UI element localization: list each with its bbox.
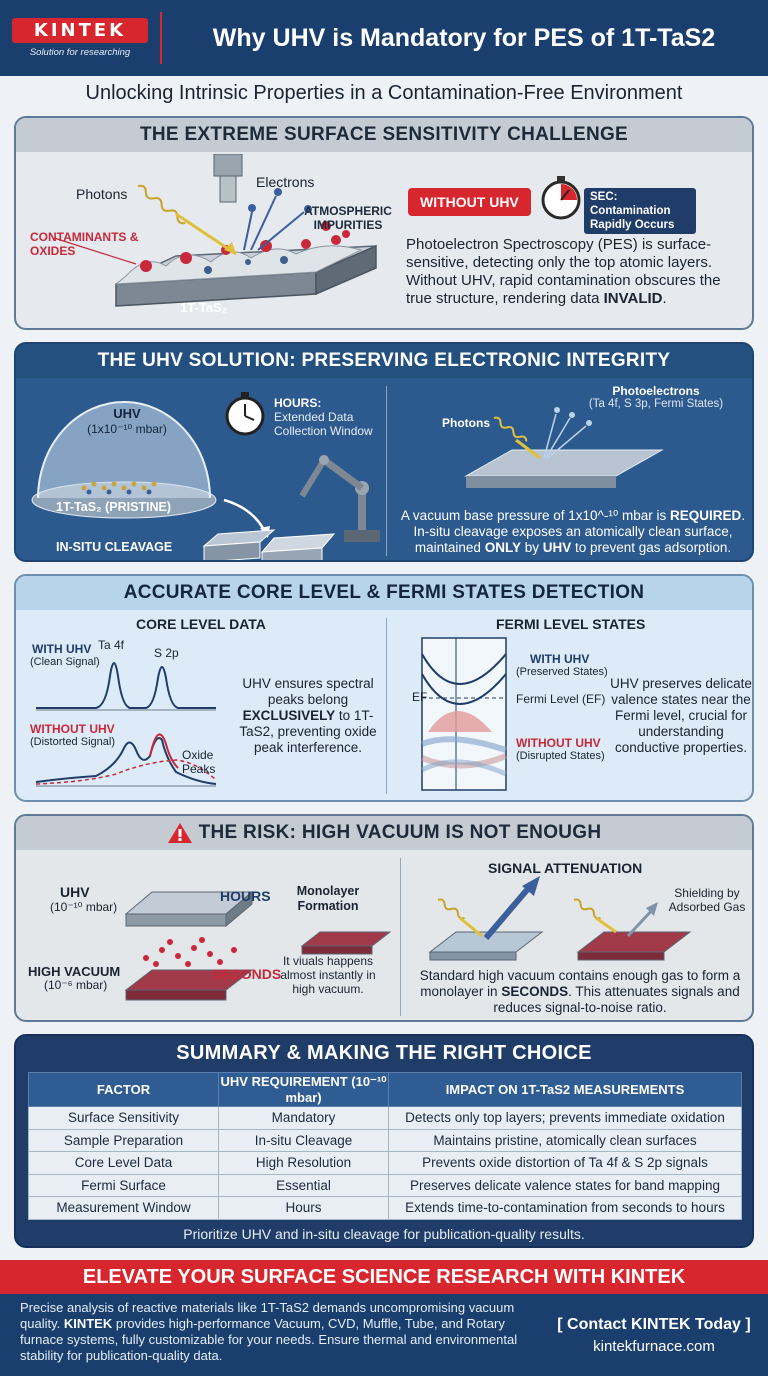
cell-factor: Sample Preparation: [29, 1129, 219, 1152]
table-row: [29, 1107, 742, 1130]
uhv-text-4: to prevent gas adsorption.: [571, 540, 732, 555]
fermi-description: UHV preserves delicate valence states near the Fermi level, crucial for understanding conductive properties.: [610, 676, 752, 755]
sample-label: 1T-TaS₂: [180, 300, 228, 315]
risk-heading: THE RISK: HIGH VACUUM IS NOT ENOUGH: [198, 822, 602, 843]
header-banner: [0, 0, 768, 76]
panel-heading: [16, 816, 752, 850]
col-uhv-requirement: UHV REQUIREMENT (10⁻¹⁰ mbar): [219, 1073, 389, 1107]
core-text-1: UHV ensures spectral peaks belong: [242, 676, 374, 707]
logo-wordmark: KINTEK: [12, 18, 148, 43]
seconds-label: SECONDS: [212, 966, 282, 982]
with-uhv-label: WITH UHV: [32, 642, 92, 656]
page-subtitle: Unlocking Intrinsic Properties in a Contamination-Free Environment: [85, 82, 683, 104]
panel-divider: [400, 858, 401, 1016]
table-row: [29, 1152, 742, 1175]
page-title: Why UHV is Mandatory for PES of 1T-TaS2: [212, 23, 716, 52]
oxide-peaks-label: Oxide Peaks: [182, 748, 216, 776]
risk-text-2: . This attenuates signals and reduces signal-to-noise ratio.: [493, 984, 740, 1015]
cell-impact: Preserves delicate valence states for band mapping: [389, 1174, 742, 1197]
clean-signal-label: (Clean Signal): [30, 656, 100, 668]
dome-label: UHV: [113, 406, 141, 421]
core-level-fermi-panel: [14, 574, 754, 802]
high-vacuum-risk-panel: [14, 814, 754, 1022]
distorted-signal-label: (Distorted Signal): [30, 736, 115, 748]
table-row: [29, 1197, 742, 1220]
cta-banner: ELEVATE YOUR SURFACE SCIENCE RESEARCH WITH KINTEK: [0, 1260, 768, 1294]
contact-block: [556, 1316, 752, 1355]
panel-heading: THE EXTREME SURFACE SENSITIVITY CHALLENGE: [16, 118, 752, 152]
without-uhv-label: WITHOUT UHV: [30, 722, 115, 736]
monolayer-text: It viuals happens almost instantly in high vacuum.: [280, 954, 376, 996]
s2p-peak-label: S 2p: [154, 646, 179, 660]
cell-impact: Maintains pristine, atomically clean surfaces: [389, 1129, 742, 1152]
uhv-emphasis: UHV: [542, 540, 572, 555]
high-vacuum-label: HIGH VACUUM: [28, 964, 121, 979]
stopwatch-icon: [538, 174, 584, 220]
hours-label: HOURS: [220, 888, 271, 904]
risk-description: [408, 968, 752, 1016]
header-divider: [160, 12, 162, 64]
seconds-emphasis: SECONDS: [501, 984, 569, 999]
kintek-emphasis: KINTEK: [63, 1316, 113, 1331]
pristine-sample-label: 1T-TaS₂ (PRISTINE): [56, 500, 172, 514]
uhv-text-3: by: [520, 540, 543, 555]
cell-requirement: Essential: [219, 1174, 389, 1197]
table-row: [29, 1129, 742, 1152]
cta-description: [20, 1300, 540, 1364]
uhv-risk-pressure: (10⁻¹⁰ mbar): [50, 900, 118, 914]
photons-label: Photons: [76, 186, 128, 202]
preserved-states-label: (Preserved States): [516, 666, 608, 678]
panel-divider: [386, 618, 387, 794]
table-header-row: [29, 1073, 742, 1107]
invalid-emphasis: INVALID: [603, 290, 663, 307]
impurities-label: ATMOSPHERIC IMPURITIES: [304, 204, 392, 232]
band-structure-plot: [412, 634, 512, 794]
monolayer-title: Monolayer Formation: [296, 884, 360, 913]
summary-table: [28, 1072, 742, 1220]
panel-heading: THE UHV SOLUTION: PRESERVING ELECTRONIC INTEGRITY: [16, 344, 752, 378]
cta-section: [0, 1260, 768, 1376]
contamination-timer-label: SEC: Contamination Rapidly Occurs: [584, 188, 696, 234]
photoelectrons-label: Photoelectrons: [612, 384, 700, 398]
kintek-logo[interactable]: [12, 13, 148, 63]
uhv-text-2: . In-situ cleavage exposes an atomically clean surface, maintained: [413, 508, 746, 555]
website-link[interactable]: kintekfurnace.com: [593, 1338, 715, 1355]
electrons-label: Electrons: [256, 174, 315, 190]
uhv-chamber-illustration: [24, 380, 392, 562]
contact-button[interactable]: [ Contact KINTEK Today ]: [557, 1316, 751, 1333]
cell-impact: Extends time-to-contamination from seconds to hours: [389, 1197, 742, 1220]
summary-heading: SUMMARY & MAKING THE RIGHT CHOICE: [16, 1036, 752, 1070]
cell-factor: Measurement Window: [29, 1197, 219, 1220]
surface-sensitivity-panel: [14, 116, 754, 330]
core-level-title: CORE LEVEL DATA: [136, 616, 266, 632]
without-uhv-fermi-label: WITHOUT UHV: [516, 736, 601, 750]
col-factor: FACTOR: [29, 1073, 219, 1107]
cell-factor: Core Level Data: [29, 1152, 219, 1175]
clock-icon: [222, 390, 268, 436]
required-emphasis: REQUIRED: [670, 508, 742, 523]
sensitivity-text: Photoelectron Spectroscopy (PES) is surface-sensitive, detecting only the top atomic layers. Without UHV, rapid contamination obscures the true structure, rendering data: [406, 236, 721, 307]
cell-impact: Detects only top layers; prevents immediate oxidation: [389, 1107, 742, 1130]
disrupted-states-label: (Disrupted States): [516, 750, 605, 762]
photoelectrons-detail: (Ta 4f, S 3p, Fermi States): [588, 398, 724, 410]
ta4f-peak-label: Ta 4f: [98, 638, 125, 652]
cta-text-2: provides high-performance Vacuum, CVD, Muffle, Tube, and Rotary furnace systems, fully customizable for your needs. Ensure thermal and environmental stability for publication-quality data.: [20, 1316, 518, 1363]
cell-requirement: High Resolution: [219, 1152, 389, 1175]
contaminants-label: CONTAMINANTS & OXIDES: [30, 230, 139, 258]
fermi-level-title: FERMI LEVEL STATES: [496, 616, 646, 632]
sensitivity-description: [406, 236, 746, 308]
hours-title: HOURS:: [274, 396, 322, 410]
uhv-solution-panel: [14, 342, 754, 562]
exclusively-emphasis: EXCLUSIVELY: [242, 708, 336, 723]
warning-icon: [167, 822, 193, 844]
with-uhv-fermi-label: WITH UHV: [530, 652, 590, 666]
cell-requirement: Mandatory: [219, 1107, 389, 1130]
panel-divider: [386, 386, 387, 556]
cell-requirement: In-situ Cleavage: [219, 1129, 389, 1152]
only-emphasis: ONLY: [484, 540, 521, 555]
shielding-label: Shielding by Adsorbed Gas: [668, 886, 746, 914]
cell-impact: Prevents oxide distortion of Ta 4f & S 2p signals: [389, 1152, 742, 1175]
in-situ-cleavage-label: IN-SITU CLEAVAGE: [56, 540, 173, 554]
risk-text-1: Standard high vacuum contains enough gas to form a monolayer in: [419, 968, 741, 999]
hours-text: Extended Data Collection Window: [274, 410, 373, 438]
panel-heading: ACCURATE CORE LEVEL & FERMI STATES DETECTION: [16, 576, 752, 610]
summary-panel: [14, 1034, 754, 1248]
uhv-solution-description: [396, 508, 750, 556]
ef-axis-label: EF: [412, 690, 428, 704]
table-row: [29, 1174, 742, 1197]
summary-footer: Prioritize UHV and in-situ cleavage for publication-quality results.: [183, 1226, 585, 1242]
cell-factor: Fermi Surface: [29, 1174, 219, 1197]
core-level-description: [228, 676, 388, 756]
fermi-level-label: Fermi Level (EF): [516, 692, 606, 706]
photons-label-2: Photons: [442, 416, 490, 430]
uhv-text-1: A vacuum base pressure of 1x10^-¹⁰ mbar is: [400, 508, 671, 523]
logo-tagline: Solution for researching: [29, 47, 131, 58]
high-vacuum-pressure: (10⁻⁶ mbar): [44, 978, 108, 992]
sensitivity-text-end: .: [662, 290, 667, 307]
cell-factor: Surface Sensitivity: [29, 1107, 219, 1130]
core-text-2: to 1T-TaS2, preventing oxide peak interference.: [239, 708, 377, 755]
without-uhv-badge: WITHOUT UHV: [408, 188, 531, 216]
uhv-risk-label: UHV: [60, 884, 90, 900]
col-impact: IMPACT ON 1T-TaS2 MEASUREMENTS: [389, 1073, 742, 1107]
signal-attenuation-title: SIGNAL ATTENUATION: [488, 860, 643, 876]
dome-pressure: (1x10⁻¹⁰ mbar): [87, 422, 167, 436]
cta-text-1: Precise analysis of reactive materials like 1T-TaS2 demands uncompromising vacuum quality.: [20, 1300, 515, 1331]
cell-requirement: Hours: [219, 1197, 389, 1220]
